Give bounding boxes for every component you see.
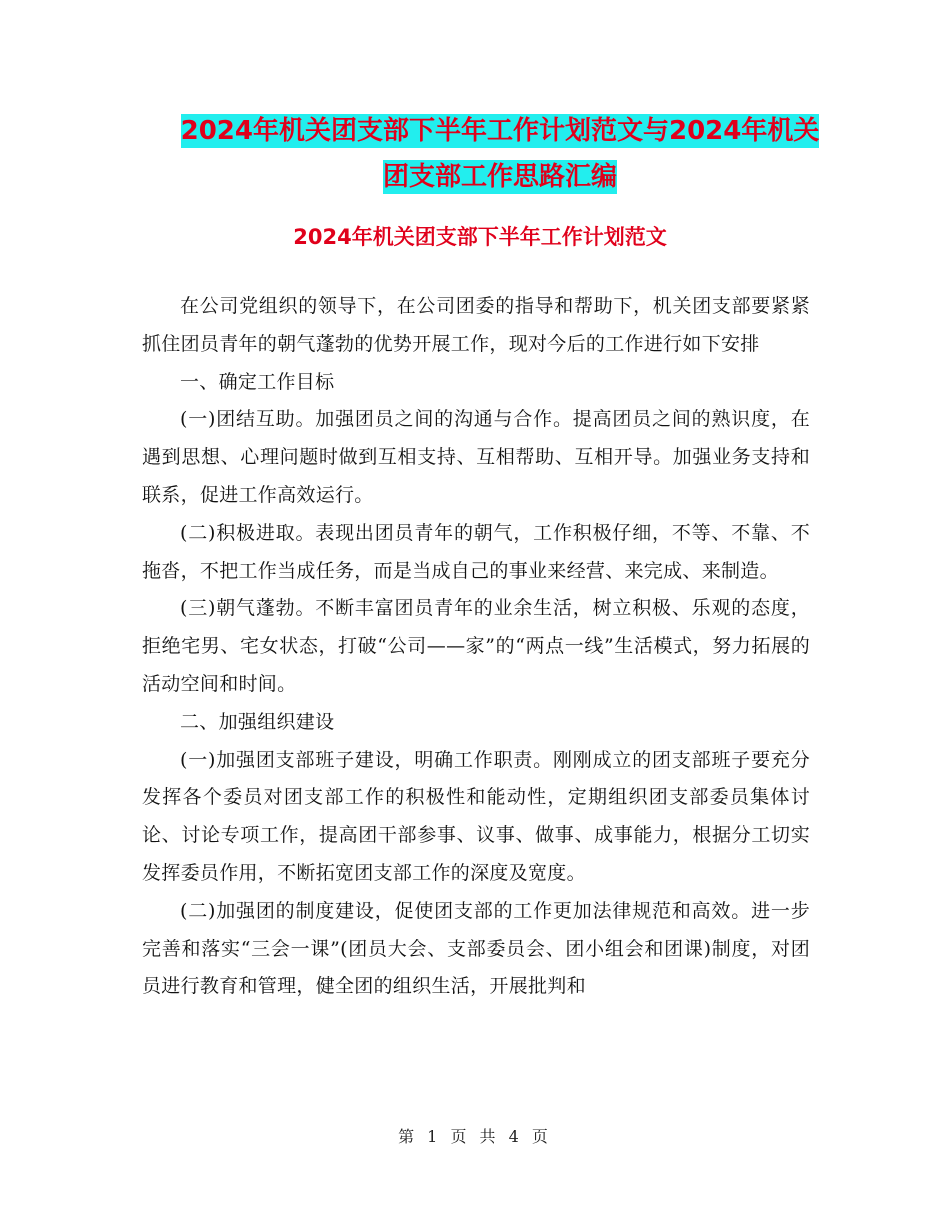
document-title-line2: 团支部工作思路汇编 <box>382 162 617 192</box>
paragraph-org-1: (一)加强团支部班子建设，明确工作职责。刚刚成立的团支部班子要充分发挥各个委员对团支部工作的积极性和能动性，定期组织团支部委员集体讨论、讨论专项工作，提高团干部参事、议事、做事、成事能力，根据分工切实发挥委员作用，不断拓宽团支部工作的深度及宽度。 <box>142 748 810 884</box>
paragraph-goal-2: (二)积极进取。表现出团员青年的朝气，工作积极仔细，不等、不靠、不拖沓，不把工作当成任务，而是当成自己的事业来经营、来完成、来制造。 <box>142 521 810 582</box>
heading-work-goals: 一、确定工作目标 <box>180 370 335 393</box>
paragraph-goal-1: (一)团结互助。加强团员之间的沟通与合作。提高团员之间的熟识度，在遇到思想、心理问题时做到互相支持、互相帮助、互相开导。加强业务支持和联系，促进工作高效运行。 <box>142 408 810 506</box>
document-body <box>142 288 810 1006</box>
document-title <box>140 108 860 200</box>
heading-organization: 二、加强组织建设 <box>180 710 335 733</box>
paragraph-org-2: (二)加强团的制度建设，促使团支部的工作更加法律规范和高效。进一步完善和落实“三会一课”(团员大会、支部委员会、团小组会和团课)制度，对团员进行教育和管理，健全团的组织生活，开展批判和 <box>142 899 810 998</box>
paragraph-intro: 在公司党组织的领导下，在公司团委的指导和帮助下，机关团支部要紧紧抓住团员青年的朝气蓬勃的优势开展工作，现对今后的工作进行如下安排 <box>142 295 810 355</box>
section-title: 2024年机关团支部下半年工作计划范文 <box>293 225 667 249</box>
page-footer: 第 1 页 共 4 页 <box>398 1127 552 1146</box>
document-title-line1: 2024年机关团支部下半年工作计划范文与2024年机关 <box>180 116 820 146</box>
paragraph-goal-3: (三)朝气蓬勃。不断丰富团员青年的业余生活，树立积极、乐观的态度，拒绝宅男、宅女状态，打破“公司——家”的“两点一线”生活模式，努力拓展的活动空间和时间。 <box>142 597 810 695</box>
